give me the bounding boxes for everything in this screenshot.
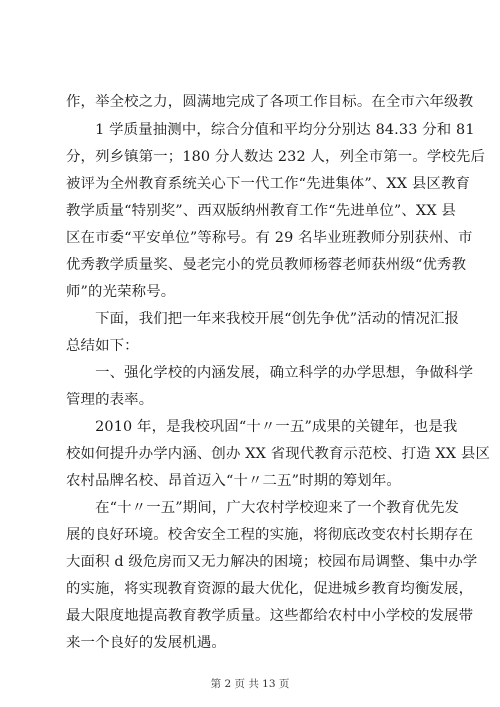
text-line: 在“十〃一五”期间，广大农村学校迎来了一个教育优先发 <box>66 500 460 516</box>
text-line: 下面，我们把一年来我校开展“创先争优”活动的情况汇报 <box>66 311 460 327</box>
text-line: 分，列乡镇第一；180 分人数达 232 人，列全市第一。学校先后 <box>66 149 485 165</box>
text-line: 农村品牌名校、昂首迈入“十〃二五”时期的筹划年。 <box>66 473 401 489</box>
text-line: 展的良好环境。校舍安全工程的实施，将彻底改变农村长期存在 <box>66 527 474 543</box>
text-line: 校如何提升办学内涵、创办 XX 省现代教育示范校、打造 XX 县区 <box>66 446 490 462</box>
text-line: 来一个良好的发展机遇。 <box>66 635 226 651</box>
text-line: 一、强化学校的内涵发展，确立科学的办学思想，争做科学 <box>66 365 474 381</box>
text-line: 大面积 d 级危房而又无力解决的困境；校园布局调整、集中办学 <box>66 554 478 570</box>
text-line: 1 学质量抽测中，综合分值和平均分分别达 84.33 分和 81 <box>66 122 475 138</box>
text-line: 管理的表率。 <box>66 392 154 408</box>
page-number-footer: 第 2 页 共 13 页 <box>210 678 290 690</box>
text-line: 教学质量“特别奖”、西双版纳州教育工作“先进单位”、XX 县 <box>66 203 456 219</box>
text-line: 作，举全校之力，圆满地完成了各项工作目标。在全市六年级教 <box>66 94 474 110</box>
text-line: 最大限度地提高教育教学质量。这些都给农村中小学校的发展带 <box>66 608 474 624</box>
text-line: 被评为全州教育系统关心下一代工作“先进集体”、XX 县区教育 <box>66 176 471 192</box>
text-line: 2010 年，是我校巩固“十〃一五”成果的关键年，也是我 <box>66 419 458 435</box>
text-line: 总结如下： <box>66 338 139 354</box>
text-line: 师”的光荣称号。 <box>66 284 176 300</box>
text-line: 的实施，将实现教育资源的最大优化，促进城乡教育均衡发展， <box>66 581 474 597</box>
text-line: 优秀教学质量奖、曼老完小的党员教师杨蓉老师获州级“优秀教 <box>66 257 467 273</box>
text-line: 区在市委“平安单位”等称号。有 29 名毕业班教师分别获州、市 <box>66 230 473 246</box>
